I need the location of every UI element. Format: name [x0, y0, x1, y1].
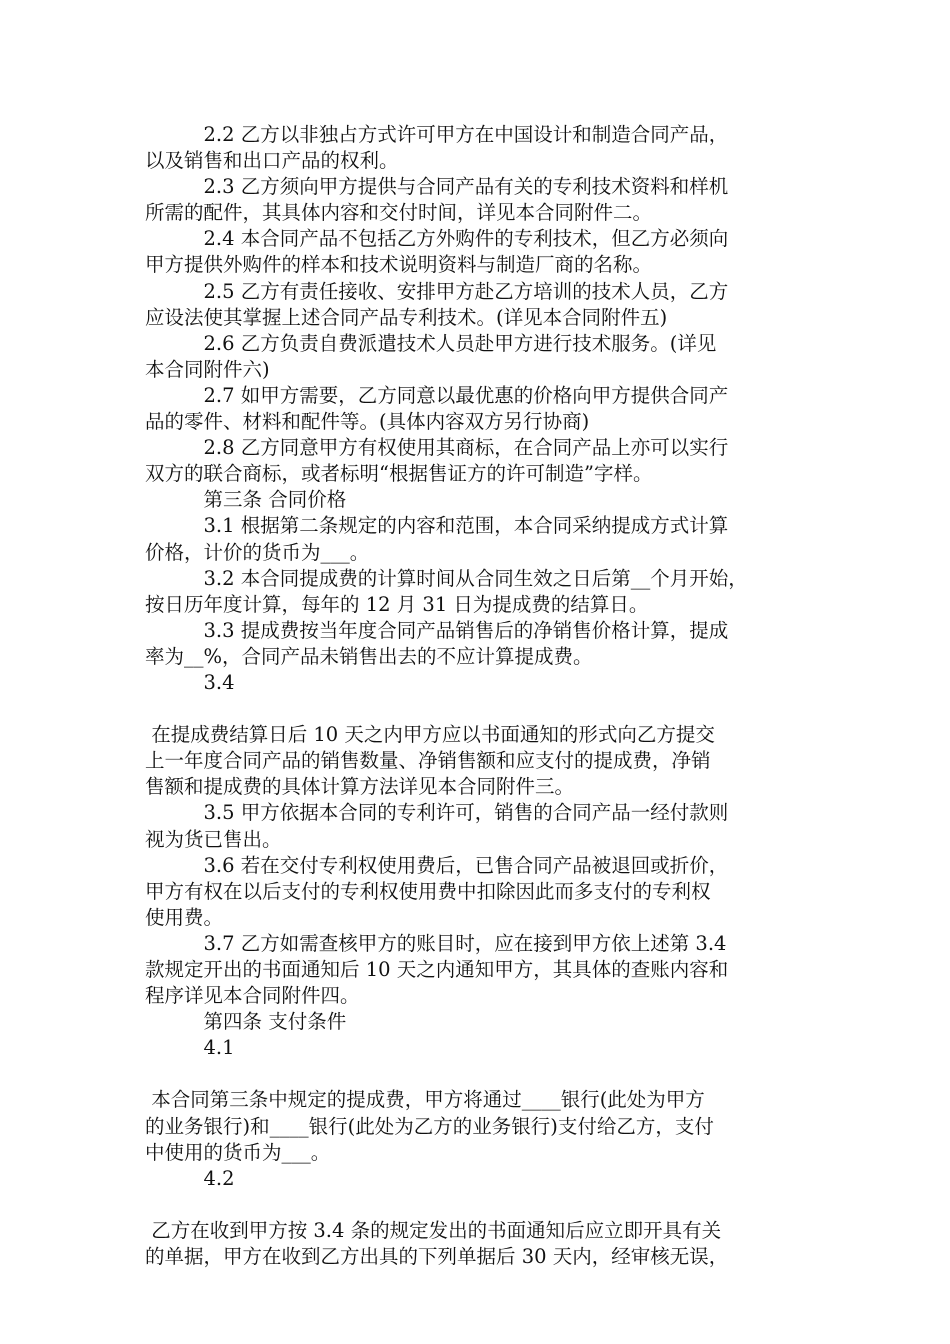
text-line: 3.3 提成费按当年度合同产品销售后的净销售价格计算，提成 [145, 618, 729, 642]
text-line: 2.7 如甲方需要，乙方同意以最优惠的价格向甲方提供合同产 [145, 383, 729, 407]
text-line: 率为__%，合同产品未销售出去的不应计算提成费。 [145, 644, 593, 668]
text-line: 中使用的货币为___。 [145, 1140, 331, 1164]
text-line: 2.3 乙方须向甲方提供与合同产品有关的专利技术资料和样机 [145, 175, 729, 199]
text-line: 使用费。 [145, 905, 224, 929]
document-body [145, 122, 825, 1270]
text-line: 上一年度合同产品的销售数量、净销售额和应支付的提成费，净销 [145, 749, 711, 773]
text-line: 的业务银行)和____银行(此处为乙方的业务银行)支付给乙方，支付 [145, 1114, 714, 1138]
text-line: 2.6 乙方负责自费派遣技术人员赴甲方进行技术服务。(详见 [145, 331, 717, 355]
text-line: 价格，计价的货币为___。 [145, 540, 370, 564]
text-line: 甲方有权在以后支付的专利权使用费中扣除因此而多支付的专利权 [145, 879, 711, 903]
text-line: 双方的联合商标，或者标明“根据售证方的许可制造”字样。 [145, 462, 653, 486]
blank-line [145, 696, 825, 722]
text-line: 应设法使其掌握上述合同产品专利技术。(详见本合同附件五) [145, 305, 668, 329]
text-line: 按日历年度计算，每年的 12 月 31 日为提成费的结算日。 [145, 592, 649, 616]
text-line: 乙方在收到甲方按 3.4 条的规定发出的书面通知后应立即开具有关 [145, 1218, 722, 1242]
text-line: 在提成费结算日后 10 天之内甲方应以书面通知的形式向乙方提交 [145, 723, 715, 747]
text-line: 以及销售和出口产品的权利。 [145, 149, 399, 173]
text-line: 2.8 乙方同意甲方有权使用其商标，在合同产品上亦可以实行 [145, 436, 729, 460]
text-line: 品的零件、材料和配件等。(具体内容双方另行协商) [145, 410, 590, 434]
text-line: 所需的配件，其具体内容和交付时间，详见本合同附件二。 [145, 201, 653, 225]
text-line: 第四条 支付条件 [145, 1010, 347, 1034]
text-line: 2.4 本合同产品不包括乙方外购件的专利技术，但乙方必须向 [145, 227, 729, 251]
blank-line [145, 1192, 825, 1218]
text-line: 甲方提供外购件的样本和技术说明资料与制造厂商的名称。 [145, 253, 653, 277]
text-line: 视为货已售出。 [145, 827, 282, 851]
text-line: 第三条 合同价格 [145, 488, 347, 512]
text-line: 款规定开出的书面通知后 10 天之内通知甲方，其具体的查账内容和 [145, 958, 729, 981]
text-line: 本合同第三条中规定的提成费，甲方将通过____银行(此处为甲方 [145, 1088, 705, 1112]
blank-line [145, 1061, 825, 1087]
text-line: 3.7 乙方如需查核甲方的账目时，应在接到甲方依上述第 3.4 [145, 931, 727, 955]
text-line: 3.2 本合同提成费的计算时间从合同生效之日后第__个月开始， [145, 566, 748, 590]
text-line: 2.5 乙方有责任接收、安排甲方赴乙方培训的技术人员，乙方 [145, 279, 729, 303]
text-line: 3.4 [145, 670, 235, 694]
text-line: 3.1 根据第二条规定的内容和范围，本合同采纳提成方式计算 [145, 514, 729, 538]
text-line: 售额和提成费的具体计算方法详见本合同附件三。 [145, 775, 575, 799]
text-line: 3.6 若在交付专利权使用费后，已售合同产品被退回或折价， [145, 853, 729, 877]
text-line: 4.2 [145, 1166, 235, 1190]
text-line: 4.1 [145, 1036, 235, 1060]
text-line: 2.2 乙方以非独占方式许可甲方在中国设计和制造合同产品， [145, 123, 729, 146]
text-line: 本合同附件六) [145, 357, 270, 381]
text-line: 3.5 甲方依据本合同的专利许可，销售的合同产品一经付款则 [145, 801, 729, 825]
text-line: 的单据，甲方在收到乙方出具的下列单据后 30 天内，经审核无误， [145, 1245, 729, 1269]
text-line: 程序详见本合同附件四。 [145, 984, 360, 1008]
